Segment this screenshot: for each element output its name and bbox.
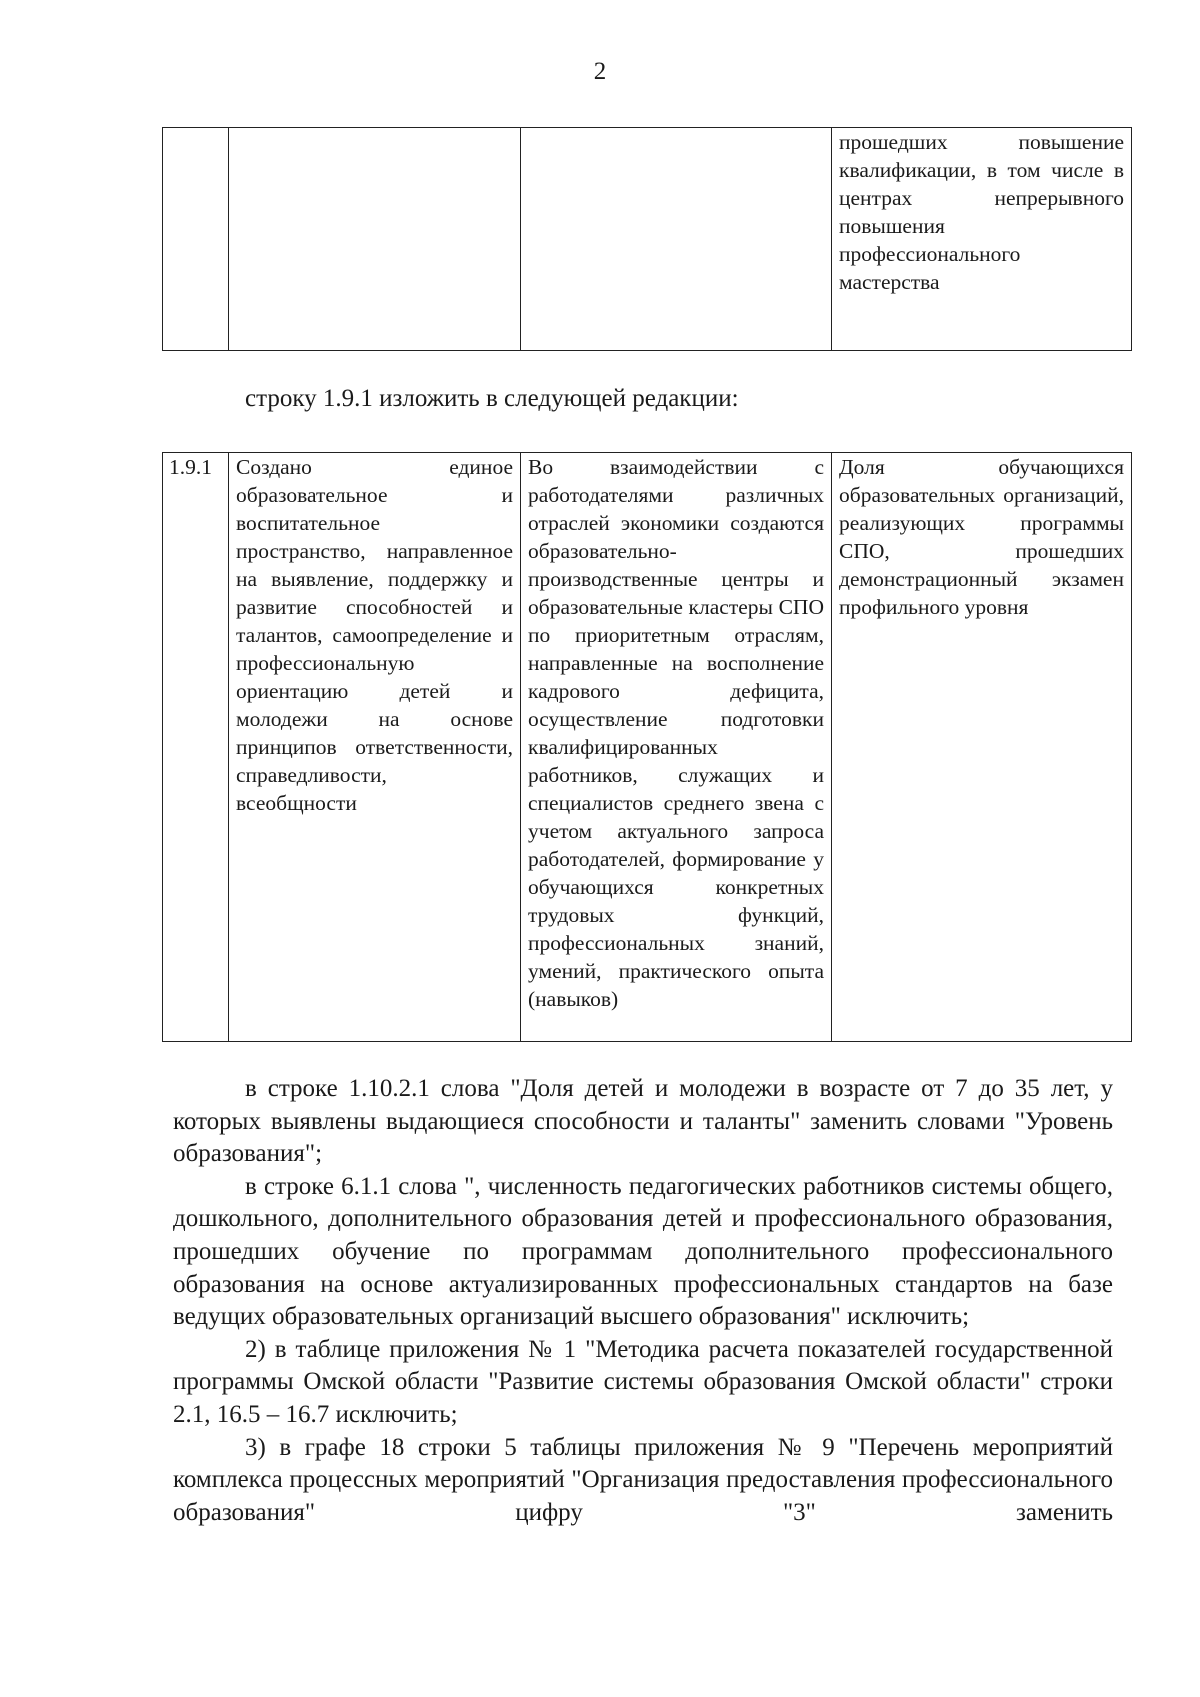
paragraph-3: 2) в таблице приложения № 1 "Методика расчета показателей государственной программы Омской области "Развитие системы образования Омской области" строки 2.1, 16.5 – 16.7 исключить; xyxy=(173,1335,1113,1428)
paragraph-2: в строке 6.1.1 слова ", численность педагогических работников системы общего, дошкольного, дополнительного образования детей и профессионального образования, прошедших обучение по программам дополнительного профессионального образования на основе актуализированных профессиональных стандартов на базе ведущих образовательных организаций высшего образования" исключить; xyxy=(173,1172,1113,1331)
intro-line: строку 1.9.1 изложить в следующей редакции: xyxy=(245,385,739,412)
table-row xyxy=(163,453,1132,1042)
row-result: Создано единое образовательное и воспитательное пространство, направленное на выявление, поддержку и развитие способностей и талантов, самоопределение и профессиональную ориентацию детей и молодежи на основе принципов ответственности, справедливости, всеобщности xyxy=(229,453,521,1042)
table-cell-indicator: прошедших повышение квалификации, в том числе в центрах непрерывного повышения профессионального мастерства xyxy=(832,128,1132,351)
table-cell-number xyxy=(163,128,229,351)
new-row-table xyxy=(162,452,1132,1042)
page-number: 2 xyxy=(593,58,607,85)
row-number: 1.9.1 xyxy=(163,453,229,1042)
table-cell-description xyxy=(521,128,832,351)
body-text xyxy=(173,1073,1113,1529)
row-description: Во взаимодействии с работодателями различных отраслей экономики создаются образовательно-производственные центры и образовательные кластеры СПО по приоритетным отраслям, направленные на восполнение кадрового дефицита, осуществление подготовки квалифицированных работников, служащих и специалистов среднего звена с учетом актуального запроса работодателей, формирование у обучающихся конкретных трудовых функций, профессиональных знаний, умений, практического опыта (навыков) xyxy=(521,453,832,1042)
table-row xyxy=(163,128,1132,351)
table-cell-result xyxy=(229,128,521,351)
paragraph-4: 3) в графе 18 строки 5 таблицы приложения № 9 "Перечень мероприятий комплекса процессных мероприятий "Организация предоставления профессионального образования" цифру "3" заменить xyxy=(173,1433,1113,1526)
continuation-table xyxy=(162,127,1132,351)
paragraph-1: в строке 1.10.2.1 слова "Доля детей и молодежи в возрасте от 7 до 35 лет, у которых выявлены выдающиеся способности и таланты" заменить словами "Уровень образования"; xyxy=(173,1075,1113,1168)
row-indicator: Доля обучающихся образовательных организаций, реализующих программы СПО, прошедших демонстрационный экзамен профильного уровня xyxy=(832,453,1132,1042)
